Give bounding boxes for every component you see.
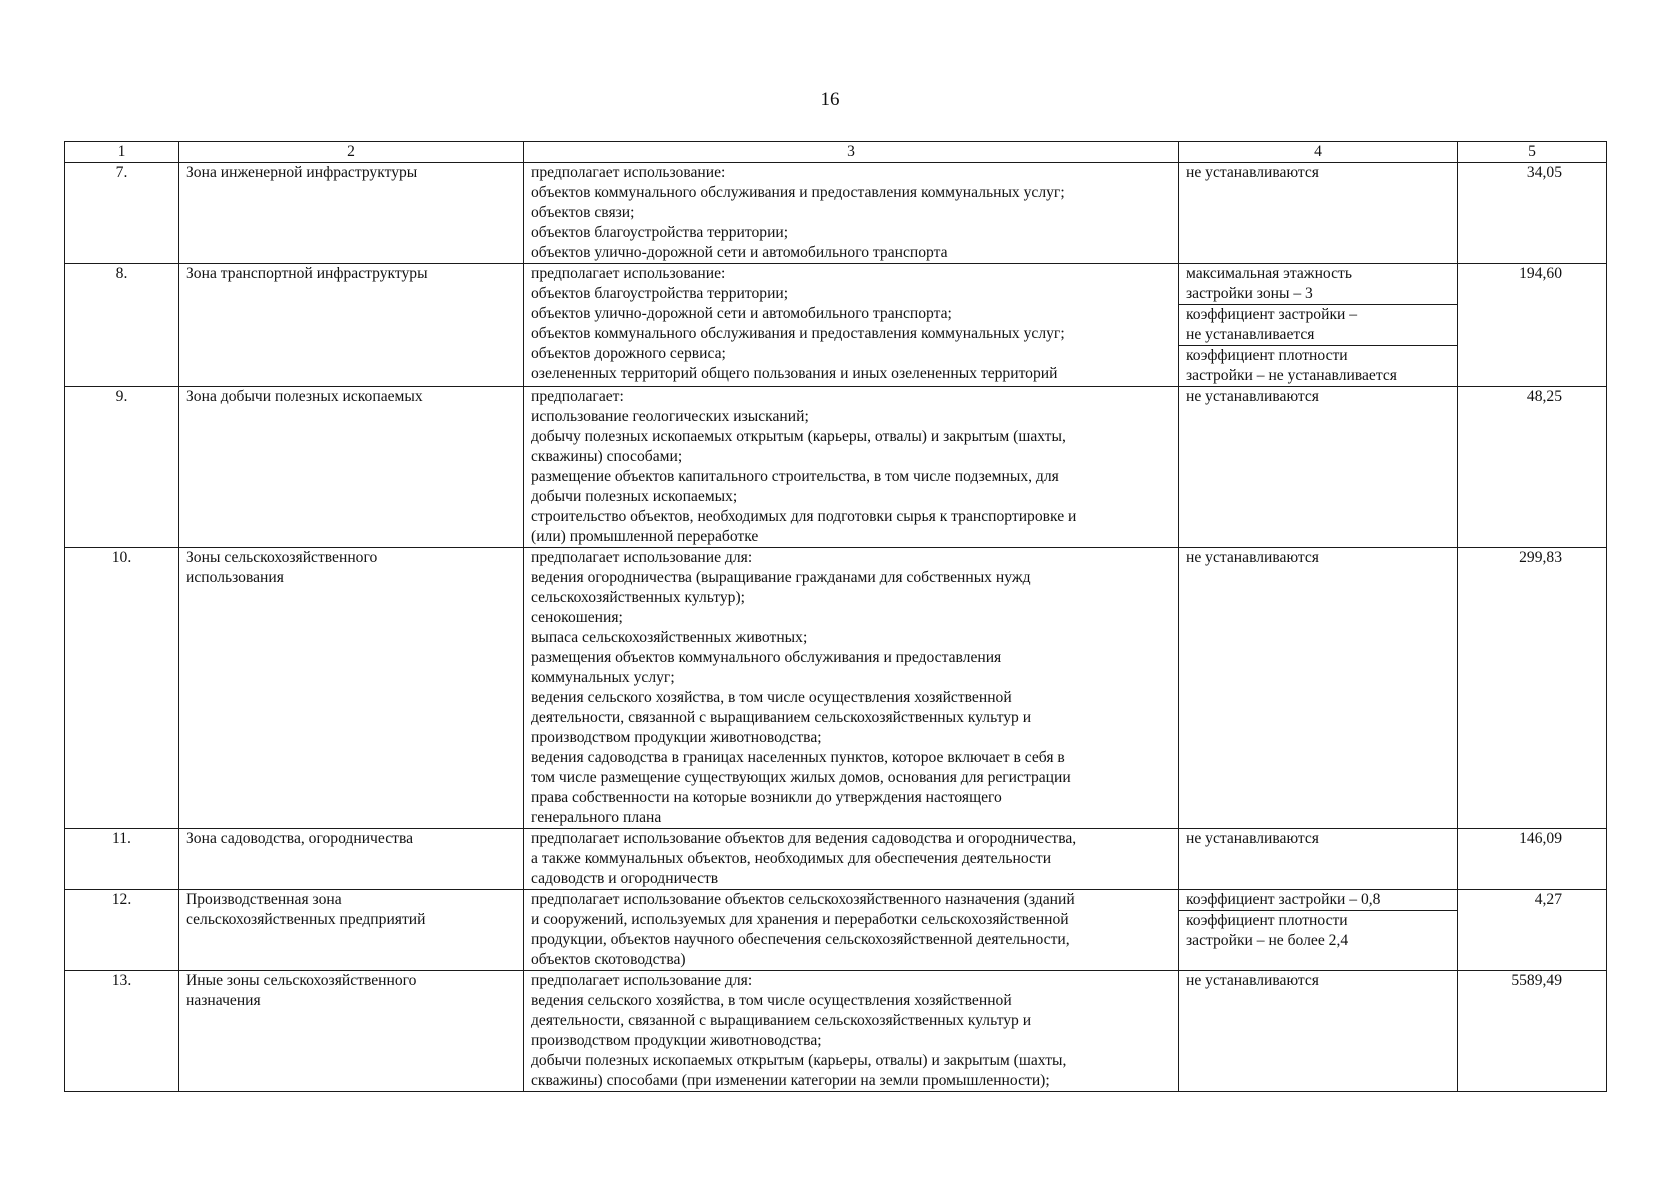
building-parameters-cell bbox=[1179, 548, 1458, 829]
column-number-5: 5 bbox=[1458, 142, 1607, 163]
row-number-cell: 10. bbox=[65, 548, 179, 829]
column-number-row bbox=[65, 142, 1607, 163]
zone-name-line: сельскохозяйственных предприятий bbox=[186, 911, 426, 928]
permitted-use-cell bbox=[524, 387, 1179, 548]
table-row bbox=[65, 163, 1607, 264]
building-parameter-line: коэффициент застройки – bbox=[1186, 306, 1358, 323]
permitted-use-line: и сооружений, используемых для хранения и переработки сельскохозяйственной bbox=[531, 911, 1069, 928]
building-parameter bbox=[1179, 548, 1457, 568]
zone-name-cell bbox=[179, 387, 524, 548]
building-parameter-line: коэффициент плотности bbox=[1186, 912, 1348, 929]
permitted-use-line: добычу полезных ископаемых открытым (карьеры, отвалы) и закрытым (шахты, bbox=[531, 428, 1066, 445]
page-number: 16 bbox=[820, 89, 840, 110]
permitted-use-line: а также коммунальных объектов, необходимых для обеспечения деятельности bbox=[531, 850, 1052, 867]
column-number-2: 2 bbox=[179, 142, 524, 163]
building-parameters-cell bbox=[1179, 890, 1458, 971]
table-row bbox=[65, 548, 1607, 829]
permitted-use-line: производством продукции животноводства; bbox=[531, 1032, 822, 1049]
permitted-use-line: продукции, объектов научного обеспечения сельскохозяйственной деятельности, bbox=[531, 931, 1070, 948]
row-number-cell: 12. bbox=[65, 890, 179, 971]
building-parameter bbox=[1179, 829, 1457, 849]
building-parameter bbox=[1179, 345, 1457, 386]
permitted-use-line: объектов благоустройства территории; bbox=[531, 224, 789, 241]
permitted-use-cell bbox=[524, 264, 1179, 387]
column-number-3: 3 bbox=[524, 142, 1179, 163]
zone-name-line: Зона добычи полезных ископаемых bbox=[186, 388, 423, 405]
building-parameter-line: не устанавливаются bbox=[1186, 388, 1319, 405]
zone-area-cell: 299,83 bbox=[1458, 548, 1607, 829]
building-parameter-line: максимальная этажность bbox=[1186, 265, 1352, 282]
permitted-use-line: предполагает: bbox=[531, 388, 624, 405]
permitted-use-line: размещение объектов капитального строительства, в том числе подземных, для bbox=[531, 468, 1059, 485]
zones-table bbox=[64, 141, 1607, 1092]
permitted-use-cell bbox=[524, 890, 1179, 971]
zone-area-cell: 146,09 bbox=[1458, 829, 1607, 890]
permitted-use-line: садоводств и огородничеств bbox=[531, 870, 719, 887]
permitted-use-line: коммунальных услуг; bbox=[531, 669, 675, 686]
permitted-use-line: предполагает использование: bbox=[531, 265, 726, 282]
row-number-cell: 8. bbox=[65, 264, 179, 387]
row-number-cell: 11. bbox=[65, 829, 179, 890]
permitted-use-line: ведения огородничества (выращивание гражданами для собственных нужд bbox=[531, 569, 1031, 586]
building-parameters-cell bbox=[1179, 829, 1458, 890]
row-number-cell: 13. bbox=[65, 971, 179, 1092]
permitted-use-line: предполагает использование для: bbox=[531, 972, 753, 989]
permitted-use-line: деятельности, связанной с выращиванием сельскохозяйственных культур и bbox=[531, 709, 1032, 726]
permitted-use-cell bbox=[524, 829, 1179, 890]
building-parameter-line: не устанавливаются bbox=[1186, 164, 1319, 181]
building-parameter bbox=[1179, 910, 1457, 951]
building-parameters-cell bbox=[1179, 387, 1458, 548]
column-number-1: 1 bbox=[65, 142, 179, 163]
permitted-use-line: (или) промышленной переработке bbox=[531, 528, 759, 545]
building-parameter bbox=[1179, 304, 1457, 345]
table-row bbox=[65, 387, 1607, 548]
permitted-use-line: объектов коммунального обслуживания и предоставления коммунальных услуг; bbox=[531, 184, 1065, 201]
zone-name-line: Иные зоны сельскохозяйственного bbox=[186, 972, 417, 989]
permitted-use-line: объектов скотоводства) bbox=[531, 951, 686, 968]
permitted-use-line: предполагает использование для: bbox=[531, 549, 753, 566]
permitted-use-line: объектов коммунального обслуживания и предоставления коммунальных услуг; bbox=[531, 325, 1065, 342]
permitted-use-line: объектов улично-дорожной сети и автомобильного транспорта bbox=[531, 244, 948, 261]
zone-name-cell bbox=[179, 264, 524, 387]
building-parameter bbox=[1179, 264, 1457, 304]
zone-name-cell bbox=[179, 971, 524, 1092]
zone-name-cell bbox=[179, 163, 524, 264]
permitted-use-line: объектов улично-дорожной сети и автомобильного транспорта; bbox=[531, 305, 952, 322]
zone-name-line: Зона садоводства, огородничества bbox=[186, 830, 414, 847]
permitted-use-line: скважины) способами; bbox=[531, 448, 683, 465]
building-parameters-cell bbox=[1179, 971, 1458, 1092]
building-parameter-line: не устанавливаются bbox=[1186, 549, 1319, 566]
permitted-use-line: озелененных территорий общего пользования и иных озелененных территорий bbox=[531, 365, 1058, 382]
permitted-use-line: предполагает использование: bbox=[531, 164, 726, 181]
permitted-use-cell bbox=[524, 163, 1179, 264]
permitted-use-line: добычи полезных ископаемых; bbox=[531, 488, 738, 505]
permitted-use-line: сенокошения; bbox=[531, 609, 623, 626]
permitted-use-line: выпаса сельскохозяйственных животных; bbox=[531, 629, 808, 646]
zone-name-line: Зона транспортной инфраструктуры bbox=[186, 265, 428, 282]
zone-area-cell: 34,05 bbox=[1458, 163, 1607, 264]
table-row bbox=[65, 890, 1607, 971]
zones-table-body bbox=[65, 142, 1607, 1092]
permitted-use-cell bbox=[524, 971, 1179, 1092]
permitted-use-line: размещения объектов коммунального обслуживания и предоставления bbox=[531, 649, 1002, 666]
permitted-use-line: ведения садоводства в границах населенных пунктов, которое включает в себя в bbox=[531, 749, 1065, 766]
building-parameter-line: застройки – не устанавливается bbox=[1186, 367, 1397, 384]
building-parameter-line: не устанавливаются bbox=[1186, 830, 1319, 847]
zone-name-line: Зона инженерной инфраструктуры bbox=[186, 164, 418, 181]
zone-name-line: Производственная зона bbox=[186, 891, 342, 908]
building-parameter-line: застройки зоны – 3 bbox=[1186, 285, 1313, 302]
building-parameter bbox=[1179, 387, 1457, 407]
permitted-use-line: ведения сельского хозяйства, в том числе осуществления хозяйственной bbox=[531, 992, 1012, 1009]
permitted-use-line: права собственности на которые возникли до утверждения настоящего bbox=[531, 789, 1002, 806]
row-number-cell: 9. bbox=[65, 387, 179, 548]
permitted-use-line: производством продукции животноводства; bbox=[531, 729, 822, 746]
zone-name-line: назначения bbox=[186, 992, 261, 1009]
building-parameters-cell bbox=[1179, 163, 1458, 264]
permitted-use-line: объектов связи; bbox=[531, 204, 635, 221]
zone-name-cell bbox=[179, 890, 524, 971]
zone-name-line: Зоны сельскохозяйственного bbox=[186, 549, 378, 566]
zone-name-cell bbox=[179, 548, 524, 829]
building-parameter-line: застройки – не более 2,4 bbox=[1186, 932, 1349, 949]
permitted-use-line: объектов дорожного сервиса; bbox=[531, 345, 726, 362]
building-parameter-line: не устанавливаются bbox=[1186, 972, 1319, 989]
building-parameter-line: коэффициент плотности bbox=[1186, 347, 1348, 364]
building-parameter bbox=[1179, 971, 1457, 991]
building-parameter-line: не устанавливается bbox=[1186, 326, 1315, 343]
building-parameter bbox=[1179, 163, 1457, 183]
permitted-use-line: скважины) способами (при изменении категории на земли промышленности); bbox=[531, 1072, 1050, 1089]
zone-area-cell: 5589,49 bbox=[1458, 971, 1607, 1092]
permitted-use-line: добычи полезных ископаемых открытым (карьеры, отвалы) и закрытым (шахты, bbox=[531, 1052, 1067, 1069]
permitted-use-line: ведения сельского хозяйства, в том числе осуществления хозяйственной bbox=[531, 689, 1012, 706]
building-parameter-line: коэффициент застройки – 0,8 bbox=[1186, 891, 1381, 908]
permitted-use-line: генерального плана bbox=[531, 809, 662, 826]
permitted-use-line: сельскохозяйственных культур); bbox=[531, 589, 746, 606]
permitted-use-line: использование геологических изысканий; bbox=[531, 408, 809, 425]
permitted-use-line: предполагает использование объектов сельскохозяйственного назначения (зданий bbox=[531, 891, 1075, 908]
building-parameters-cell bbox=[1179, 264, 1458, 387]
table-row bbox=[65, 829, 1607, 890]
permitted-use-line: том числе размещение существующих жилых домов, основания для регистрации bbox=[531, 769, 1071, 786]
row-number-cell: 7. bbox=[65, 163, 179, 264]
zone-name-line: использования bbox=[186, 569, 284, 586]
permitted-use-line: деятельности, связанной с выращиванием сельскохозяйственных культур и bbox=[531, 1012, 1032, 1029]
column-number-4: 4 bbox=[1179, 142, 1458, 163]
permitted-use-cell bbox=[524, 548, 1179, 829]
zone-name-cell bbox=[179, 829, 524, 890]
permitted-use-line: строительство объектов, необходимых для подготовки сырья к транспортировке и bbox=[531, 508, 1077, 525]
permitted-use-line: объектов благоустройства территории; bbox=[531, 285, 789, 302]
zone-area-cell: 4,27 bbox=[1458, 890, 1607, 971]
permitted-use-line: предполагает использование объектов для ведения садоводства и огородничества, bbox=[531, 830, 1077, 847]
building-parameter bbox=[1179, 890, 1457, 910]
zone-area-cell: 48,25 bbox=[1458, 387, 1607, 548]
table-row bbox=[65, 971, 1607, 1092]
table-row bbox=[65, 264, 1607, 387]
zone-area-cell: 194,60 bbox=[1458, 264, 1607, 387]
